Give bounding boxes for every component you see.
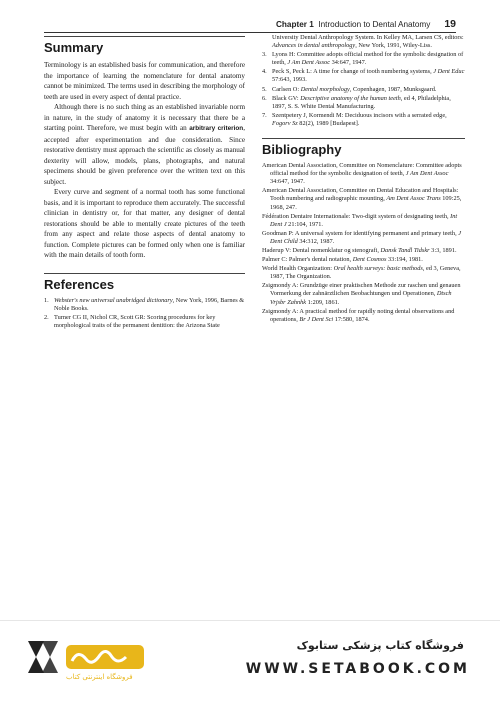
right-column: [262, 34, 465, 325]
reference-item: [262, 112, 465, 128]
references-list: [44, 297, 245, 330]
reference-journal: J Dent Educ: [433, 68, 465, 76]
bib-text: Zsigmondy A: Grundzüge einer praktischen Methode zur raschen und genauen Vormerkung der zahnärztlichen Beobachtungen und Operationen,: [262, 282, 461, 298]
bib-text: American Dental Association, Committee on Dental Education and Hospitals: Tooth numbering and radiographic mounting,: [262, 187, 459, 203]
bib-journal: Dtsch Vrjsbr Zahnhk: [270, 290, 452, 306]
page-number: 19: [444, 18, 456, 30]
reference-text: 82(2), 1989 [Budapest].: [297, 119, 360, 127]
summary-paragraph-2: [44, 102, 245, 187]
bib-text: , ed 3, Geneva, 1987, The Organization.: [270, 265, 461, 281]
bib-text: Fédération Dentaire Internationale: Two-digit system of designating teeth,: [262, 212, 451, 220]
reference-item: [262, 95, 465, 111]
bib-text: 109:25, 1968, 247.: [270, 195, 462, 211]
arbitrary-criterion-term: arbitrary criterion: [189, 125, 244, 132]
bib-text: 34:312, 1987.: [297, 237, 335, 245]
summary-p2-start: Although there is no such thing as an established invariable norm in nature, in the study of anatomy it is necessary that there be a starting point. Therefore, we must begin with an: [44, 103, 245, 132]
reference-text: , ed 4, Philadelphia, 1897, S. S. White Dental Manufacturing.: [272, 94, 451, 110]
reference-number: 5.: [262, 85, 267, 93]
bib-journal: J Dent Child: [270, 229, 462, 245]
summary-p2-end: , accepted after experimentation and due consideration. Since restorative dentistry must approach the scientific as closely as manual dexterity will allow, models, plans, photographs, and natural specimens should be given preference over the written text on this subject.: [44, 124, 245, 186]
reference-text: Szentpetery J, Kormendi M: Deciduous incisors with a serrated edge,: [272, 111, 447, 119]
reference-text: Lyons H: Committee adopts official method for the symbolic designation of teeth,: [272, 51, 464, 67]
bib-text: Haderup V: Dental nomenklatur og stenografi,: [262, 246, 381, 254]
bib-journal: Am Dent Assoc Trans: [386, 195, 441, 203]
bibliography-heading: Bibliography: [262, 138, 465, 158]
reference-number: 1.: [44, 296, 49, 304]
bibliography-entry: [262, 247, 465, 255]
chapter-label: Chapter 1: [276, 20, 314, 29]
reference-journal: Fogorv Sz: [272, 119, 298, 127]
reference-text: Turner CG II, Nichol CR, Scott GR: Scoring procedures for key morphological traits of the permanent dentition: the Arizona State: [54, 313, 220, 329]
store-banner: [0, 620, 500, 701]
reference-item: [44, 314, 245, 330]
bibliography-entry: [262, 230, 465, 246]
left-column: [44, 36, 245, 331]
bibliography-entry: [262, 265, 465, 281]
reference-item: [262, 51, 465, 67]
reference-number: 6.: [262, 94, 267, 102]
bibliography-list: [262, 162, 465, 324]
bibliography-entry: [262, 213, 465, 229]
bib-text: 21:104, 1971.: [286, 220, 323, 228]
reference-item: [262, 68, 465, 84]
reference-journal: Dental morphology: [300, 85, 350, 93]
bib-text: Goodman P: A universal system for identifying permanent and primary teeth,: [262, 229, 459, 237]
reference-text: , New York, 1996, Barnes & Noble Books.: [54, 296, 245, 312]
reference-text: Carlsen O:: [272, 85, 301, 93]
bib-text: 17:580, 1874.: [333, 315, 370, 323]
reference-continuation: [262, 34, 465, 50]
bibliography-entry: [262, 308, 465, 324]
reference-text: Peck S, Peck L: A time for change of tooth numbering systems,: [272, 68, 434, 76]
reference-number: 3.: [262, 51, 267, 59]
store-url[interactable]: WWW.SETABOOK.COM: [245, 661, 470, 677]
reference-journal: Descriptive anatomy of the human teeth: [300, 94, 401, 102]
bib-text: Zsigmondy A: A practical method for rapidly noting dental observations and operations,: [262, 307, 455, 323]
reference-journal: J Am Dent Assoc: [287, 59, 331, 67]
chapter-title: Introduction to Dental Anatomy: [318, 20, 431, 29]
bib-journal: J Am Dent Assoc: [405, 170, 449, 178]
reference-item: [262, 86, 465, 94]
summary-paragraph-1: Terminology is an established basis for communication, and therefore the importance of learning the nomenclature for dental anatomy cannot be minimized. The terms used in describing the morphology of teeth are used in every aspect of dental practice.: [44, 61, 245, 101]
reference-text: Black GV:: [272, 94, 301, 102]
store-name: فروشگاه کتاب پزشکی ستابوک: [296, 639, 464, 652]
bib-text: 3:3, 1891.: [429, 246, 457, 254]
reference-text: , New York, 1991, Wiley-Liss.: [355, 42, 432, 50]
references-list-continued: [262, 34, 465, 128]
header-rule: [44, 32, 456, 33]
summary-heading: Summary: [44, 36, 245, 56]
bib-text: Palmer C: Palmer's dental notation,: [262, 256, 353, 264]
bib-journal: Int Dent J: [270, 212, 458, 228]
bibliography-entry: [262, 282, 465, 306]
bib-text: 1:209, 1861.: [306, 298, 340, 306]
bibliography-entry: [262, 162, 465, 186]
running-head: [276, 18, 456, 30]
bib-text: 34:647, 1947.: [270, 178, 305, 186]
bib-journal: Oral health surveys: basic methods: [333, 265, 423, 273]
setabook-logo: [22, 631, 152, 689]
bib-journal: Br J Dent Sci: [299, 315, 334, 323]
bib-journal: Dent Cosmos: [352, 256, 387, 264]
reference-number: 4.: [262, 68, 267, 76]
reference-title: Advances in dental anthropology: [272, 42, 356, 50]
bibliography-entry: [262, 187, 465, 211]
logo-tagline: فروشگاه اینترنتی کتاب: [66, 673, 133, 681]
bib-journal: Dansk Tandl Tidskr: [380, 246, 430, 254]
reference-text: , Copenhagen, 1987, Munksgaard.: [349, 85, 437, 93]
reference-number: 2.: [44, 313, 49, 321]
reference-number: 7.: [262, 111, 267, 119]
reference-item: [44, 297, 245, 313]
reference-text: 57:643, 1993.: [272, 76, 307, 84]
summary-paragraph-3: Every curve and segment of a normal tooth has some functional basis, and it is important to reproduce them accurately. The successful clinician in dentistry or, for that matter, any designer of dental restorations should be able to mentally create pictures of the teeth from any aspect and relate those aspects of dental anatomy to function. Complete pictures can be formed only when one is familiar with the main details of tooth form.: [44, 188, 245, 259]
bib-text: 33:194, 1981.: [386, 256, 423, 264]
reference-text: 34:647, 1947.: [330, 59, 367, 67]
bibliography-entry: [262, 256, 465, 264]
reference-title: Webster's new universal unabridged dictionary: [54, 296, 173, 304]
bib-text: World Health Organization:: [262, 265, 334, 273]
reference-text: University Dental Anthropology System. In Kelley MA, Larsen CS, editors:: [272, 34, 464, 41]
references-heading: References: [44, 273, 245, 293]
bib-text: American Dental Association, Committee on Nomenclature: Committee adopts official method for the symbolic designation of teeth,: [262, 162, 462, 178]
